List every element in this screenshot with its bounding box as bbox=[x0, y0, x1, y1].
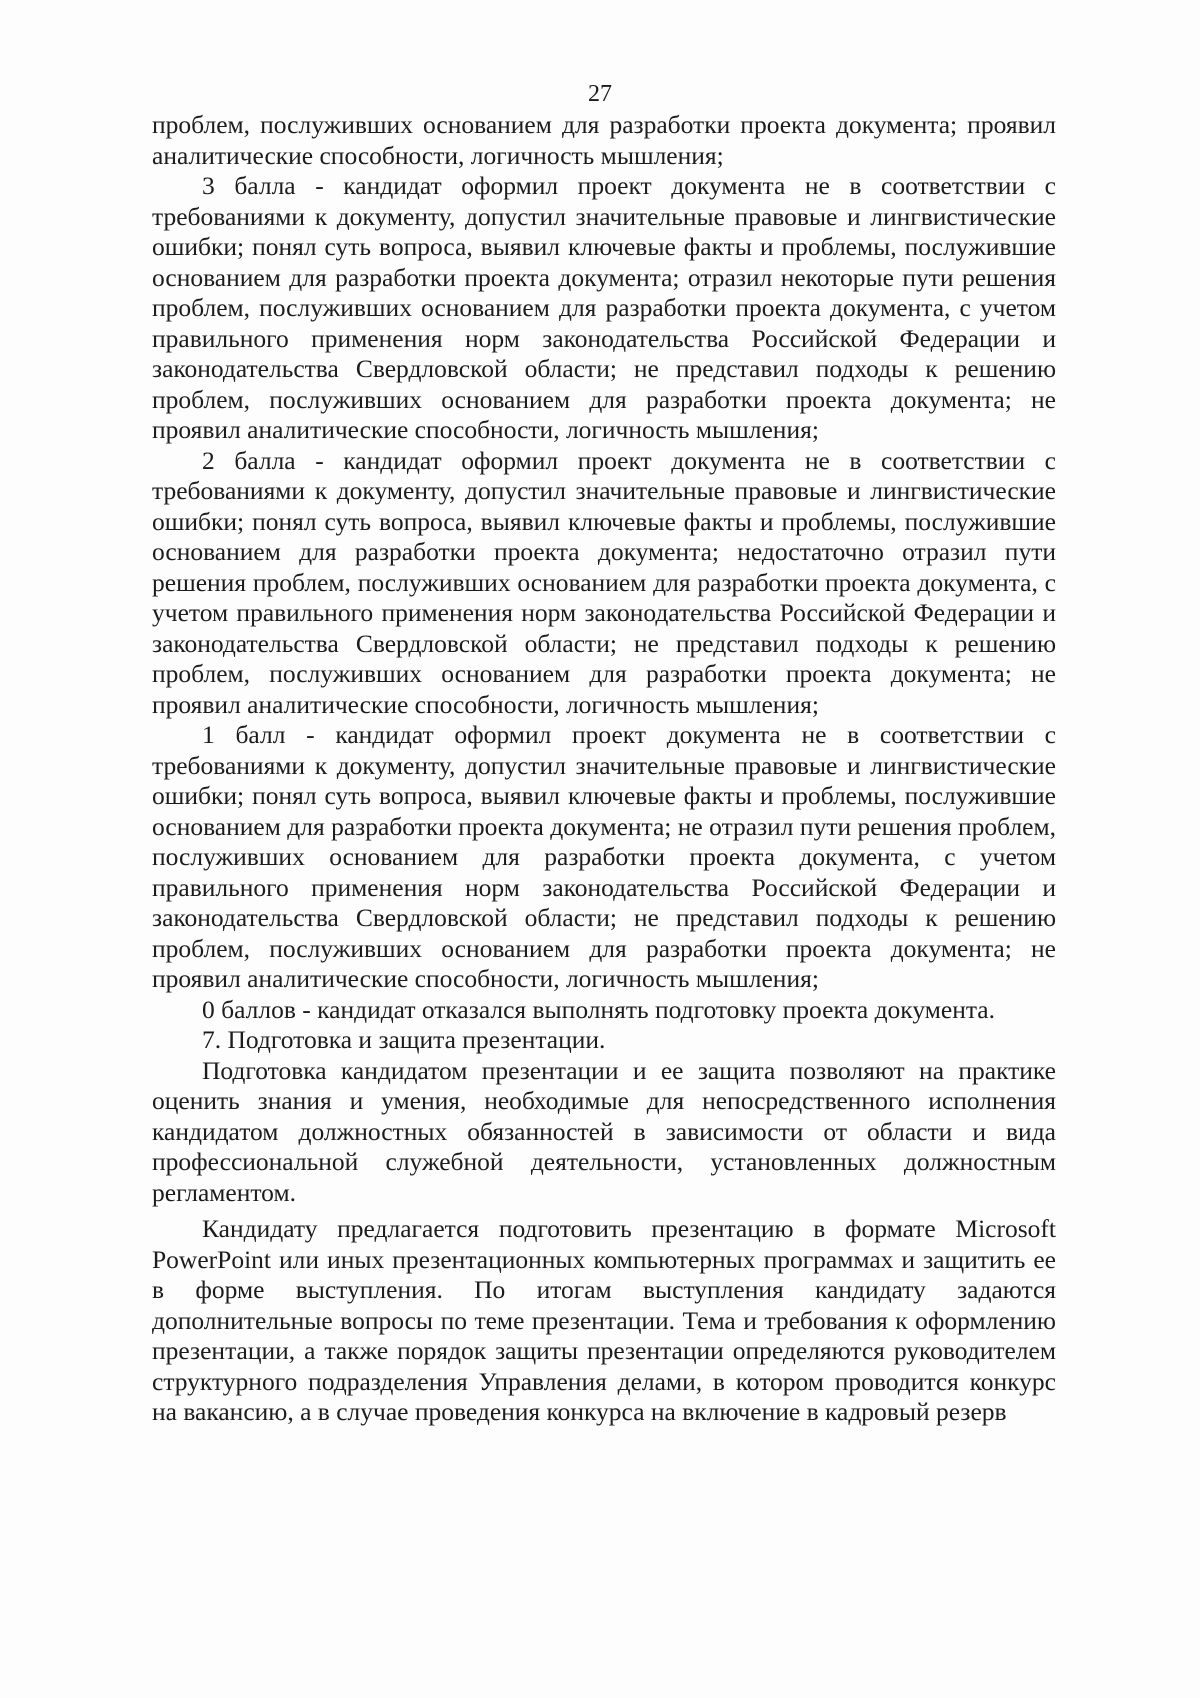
paragraph-2-points: 2 балла - кандидат оформил проект документа не в соответствии с требованиями к документу, допустил значительные правовые и лингвистические ошибки; понял суть вопроса, выявил ключевые факты и проблемы, послужившие основанием для разработки проекта документа; недостаточно отразил пути решения проблем, послуживших основанием для разработки проекта документа, с учетом правильного применения норм законодательства Российской Федерации и законодательства Свердловской области; не представил подходы к решению проблем, послуживших основанием для разработки проекта документа; не проявил аналитические способности, логичность мышления; bbox=[152, 445, 1056, 719]
page-number: 27 bbox=[588, 81, 612, 107]
paragraph-3-points: 3 балла - кандидат оформил проект документа не в соответствии с требованиями к документу, допустил значительные правовые и лингвистические ошибки; понял суть вопроса, выявил ключевые факты и проблемы, послужившие основанием для разработки проекта документа; отразил некоторые пути решения проблем, послуживших основанием для разработки проекта документа, с учетом правильного применения норм законодательства Российской Федерации и законодательства Свердловской области; не представил подходы к решению проблем, послуживших основанием для разработки проекта документа; не проявил аналитические способности, логичность мышления; bbox=[152, 171, 1056, 444]
paragraph-presentation-purpose: Подготовка кандидатом презентации и ее защита позволяют на практике оценить знания и умения, необходимые для непосредственного исполнения кандидатом должностных обязанностей в зависимости от области и вида профессиональной служебной деятельности, установленных должностным регламентом. bbox=[152, 1055, 1056, 1207]
document-body bbox=[152, 110, 1056, 1428]
paragraph-0-points: 0 баллов - кандидат отказался выполнять подготовку проекта документа. bbox=[202, 994, 996, 1024]
section-heading-presentation: 7. Подготовка и защита презентации. bbox=[202, 1025, 606, 1054]
paragraph-continuation: проблем, послуживших основанием для разработки проекта документа; проявил аналитические способности, логичность мышления; bbox=[152, 110, 1056, 170]
paragraph-1-point: 1 балл - кандидат оформил проект документа не в соответствии с требованиями к документу, допустил значительные правовые и лингвистические ошибки; понял суть вопроса, выявил ключевые факты и проблемы, послужившие основанием для разработки проекта документа; не отразил пути решения проблем, послуживших основанием для разработки проекта документа, с учетом правильного применения норм законодательства Российской Федерации и законодательства Свердловской области; не представил подходы к решению проблем, послуживших основанием для разработки проекта документа; не проявил аналитические способности, логичность мышления; bbox=[152, 720, 1056, 993]
paragraph-presentation-format: Кандидату предлагается подготовить презентацию в формате Microsoft PowerPoint или иных презентационных компьютерных программах и защитить ее в форме выступления. По итогам выступления кандидату задаются дополнительные вопросы по теме презентации. Тема и требования к оформлению презентации, а также порядок защиты презентации определяются руководителем структурного подразделения Управления делами, в котором проводится конкурс на вакансию, а в случае проведения конкурса на включение в кадровый резерв bbox=[152, 1214, 1056, 1426]
